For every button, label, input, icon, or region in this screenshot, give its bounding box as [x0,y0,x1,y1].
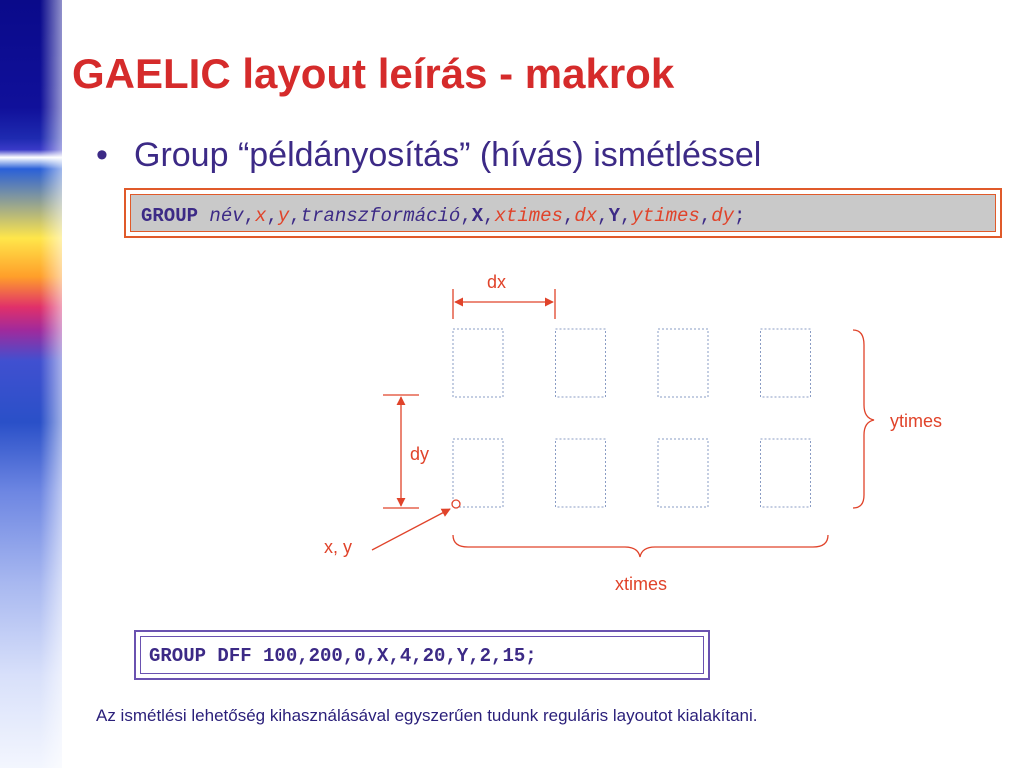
origin-point-icon [452,500,460,508]
syntax-token: ; [734,205,746,227]
syntax-token: , [289,205,301,227]
syntax-token: X [471,205,484,227]
syntax-token: y [277,205,290,227]
syntax-token: Y [608,205,620,227]
syntax-token: dy [711,205,735,227]
instance-cell [556,329,606,397]
instance-cell [453,439,503,507]
syntax-token: , [562,205,575,227]
instance-cell [453,329,503,397]
syntax-keyword: GROUP [141,205,199,227]
dy-dimension [383,395,429,508]
xy-label: x, y [324,537,353,557]
ytimes-brace-path [853,330,874,508]
syntax-token: xtimes [494,205,563,227]
xtimes-brace-path [453,535,828,557]
syntax-token: , [266,205,278,227]
ytimes-label: ytimes [890,411,943,431]
dx-label: dx [487,272,507,292]
example-code: GROUP DFF 100,200,0,X,4,20,Y,2,15; [149,645,537,667]
syntax-token: , [597,205,609,227]
xtimes-brace [453,535,828,594]
syntax-token: ytimes [631,205,700,227]
bullet-dot-icon: • [96,136,108,174]
syntax-token: , [483,205,495,227]
instance-cell [556,439,606,507]
example-box [134,630,710,680]
footnote-text: Az ismétlési lehetőség kihasználásával egyszerűen tudunk reguláris layoutot kialakítani. [96,706,758,725]
syntax-token: , [619,205,632,227]
syntax-token: , [460,205,472,227]
xtimes-label: xtimes [615,574,668,594]
syntax-token: név [209,205,244,227]
instance-cell [658,329,708,397]
instance-cell [658,439,708,507]
dx-dimension [453,272,555,319]
syntax-token: , [243,205,256,227]
ytimes-brace [853,330,942,508]
syntax-token: dx [574,205,598,227]
instance-cell [761,439,811,507]
syntax-token: , [699,205,712,227]
syntax-token: transzformáció [300,205,461,227]
origin-pointer-arrow [372,509,450,550]
slide-title: GAELIC layout leírás - makrok [72,50,675,97]
instance-grid [453,329,811,507]
dy-label: dy [410,444,430,464]
instance-cell [761,329,811,397]
syntax-token: x [255,205,267,227]
example-box-inner [140,636,704,674]
bullet-text: Group “példányosítás” (hívás) ismétléssel [134,136,762,174]
